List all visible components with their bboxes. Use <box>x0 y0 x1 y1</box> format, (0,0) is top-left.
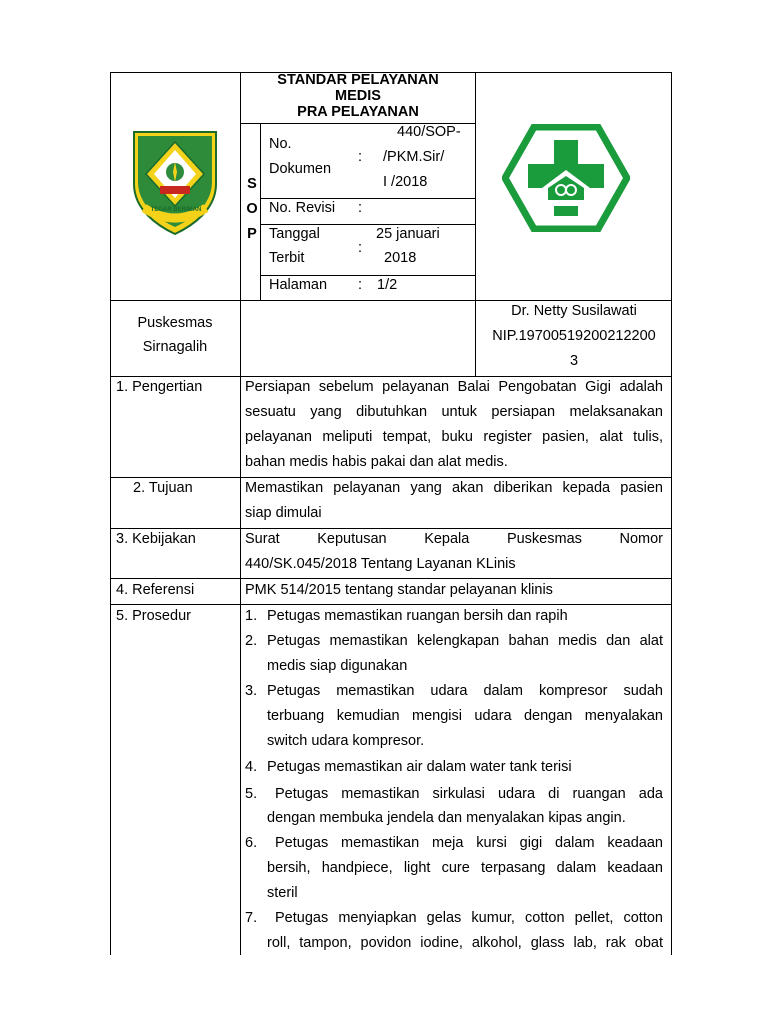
pengertian-text: Persiapan sebelum pelayanan Balai Pengobatan Gigi adalah <box>245 379 663 395</box>
signer-nip: 3 <box>569 353 579 369</box>
step-text: Petugas memastikan kelengkapan bahan medis dan alat <box>267 633 663 649</box>
step-text: Petugas memastikan air dalam water tank terisi <box>267 759 572 775</box>
step-number: 2. <box>245 633 258 649</box>
step-number: 7. <box>245 910 258 926</box>
referensi-text: PMK 514/2015 tentang standar pelayanan klinis <box>245 582 553 598</box>
document-title <box>241 72 475 120</box>
step-number: 5. <box>245 786 258 802</box>
no-dokumen-label: No. <box>269 136 292 152</box>
kebijakan-text: 440/SK.045/2018 Tentang Layanan KLinis <box>245 556 516 572</box>
divider <box>240 376 241 955</box>
colon: : <box>358 277 363 293</box>
colon: : <box>358 149 363 165</box>
sop-letter: P <box>247 226 257 242</box>
section-label-tujuan: 2. Tujuan <box>133 480 193 496</box>
step-text: terbuang kemudian mengisi udara dengan menyalakan <box>267 708 663 724</box>
colon: : <box>358 240 363 256</box>
tujuan-text: siap dimulai <box>245 505 322 521</box>
section-label-kebijakan: 3. Kebijakan <box>116 531 196 547</box>
pengertian-text: bahan medis habis pakai dan alat medis. <box>245 454 508 470</box>
pengertian-text: sesuatu yang dibutuhkan untuk persiapan melaksanakan <box>245 404 663 420</box>
step-text: Petugas menyiapkan gelas kumur, cotton pellet, cotton <box>275 910 663 926</box>
kebijakan-text: Surat Keputusan Kepala Puskesmas Nomor <box>245 531 663 547</box>
no-dokumen-label: Dokumen <box>269 161 332 177</box>
section-label-prosedur: 5. Prosedur <box>116 608 191 624</box>
tujuan-text: Memastikan pelayanan yang akan diberikan kepada pasien <box>245 480 663 496</box>
step-text: steril <box>267 885 298 901</box>
sop-letter: O <box>246 201 258 217</box>
step-text: Petugas memastikan meja kursi gigi dalam keadaan <box>275 835 663 851</box>
signer-nip: NIP.19700519200212200 <box>492 328 656 344</box>
step-number: 6. <box>245 835 258 851</box>
colon: : <box>358 200 363 216</box>
no-dokumen-value: /PKM.Sir/ <box>383 149 445 165</box>
no-revisi-label: No. Revisi <box>269 200 336 216</box>
puskesmas-logo <box>502 124 630 232</box>
step-text: Petugas memastikan sirkulasi udara di ruangan ada <box>275 786 663 802</box>
title-line: STANDAR PELAYANAN <box>277 72 439 88</box>
tanggal-value: 2018 <box>384 250 417 266</box>
regency-crest-logo <box>130 128 220 236</box>
step-text: Petugas memastikan ruangan bersih dan rapih <box>267 608 568 624</box>
title-line: PRA PELAYANAN <box>297 104 419 120</box>
title-line: MEDIS <box>335 88 381 104</box>
step-text: medis siap digunakan <box>267 658 408 674</box>
step-text: roll, tampon, povidon iodine, alkohol, glass lab, rak obat <box>267 935 663 951</box>
step-text: bersih, handpiece, light cure terpasang dalam keadaan <box>267 860 663 876</box>
section-label-referensi: 4. Referensi <box>116 582 195 598</box>
signer-name: Dr. Netty Susilawati <box>511 303 637 319</box>
tanggal-label: Terbit <box>269 250 305 266</box>
halaman-label: Halaman <box>269 277 328 293</box>
tanggal-value: 25 januari <box>376 226 440 242</box>
step-text: dengan membuka jendela dan menyalakan kipas angin. <box>267 810 626 826</box>
org-name: Sirnagalih <box>142 339 208 355</box>
no-dokumen-value: I /2018 <box>383 174 428 190</box>
step-number: 1. <box>245 608 258 624</box>
step-text: Petugas memastikan udara dalam kompresor sudah <box>267 683 663 699</box>
halaman-value: 1/2 <box>377 277 398 293</box>
step-number: 3. <box>245 683 258 699</box>
sop-letter: S <box>247 176 257 192</box>
pengertian-text: pelayanan meliputi tempat, buku register pasien, alat tulis, <box>245 429 663 445</box>
step-number: 4. <box>245 759 258 775</box>
crest-motto: TEGAR BERIMAN <box>150 207 202 213</box>
tanggal-label: Tanggal <box>269 226 320 242</box>
org-name: Puskesmas <box>137 315 213 331</box>
no-dokumen-value: 440/SOP- <box>397 124 461 140</box>
section-label-pengertian: 1. Pengertian <box>116 379 203 395</box>
step-text: switch udara kompresor. <box>267 733 425 749</box>
